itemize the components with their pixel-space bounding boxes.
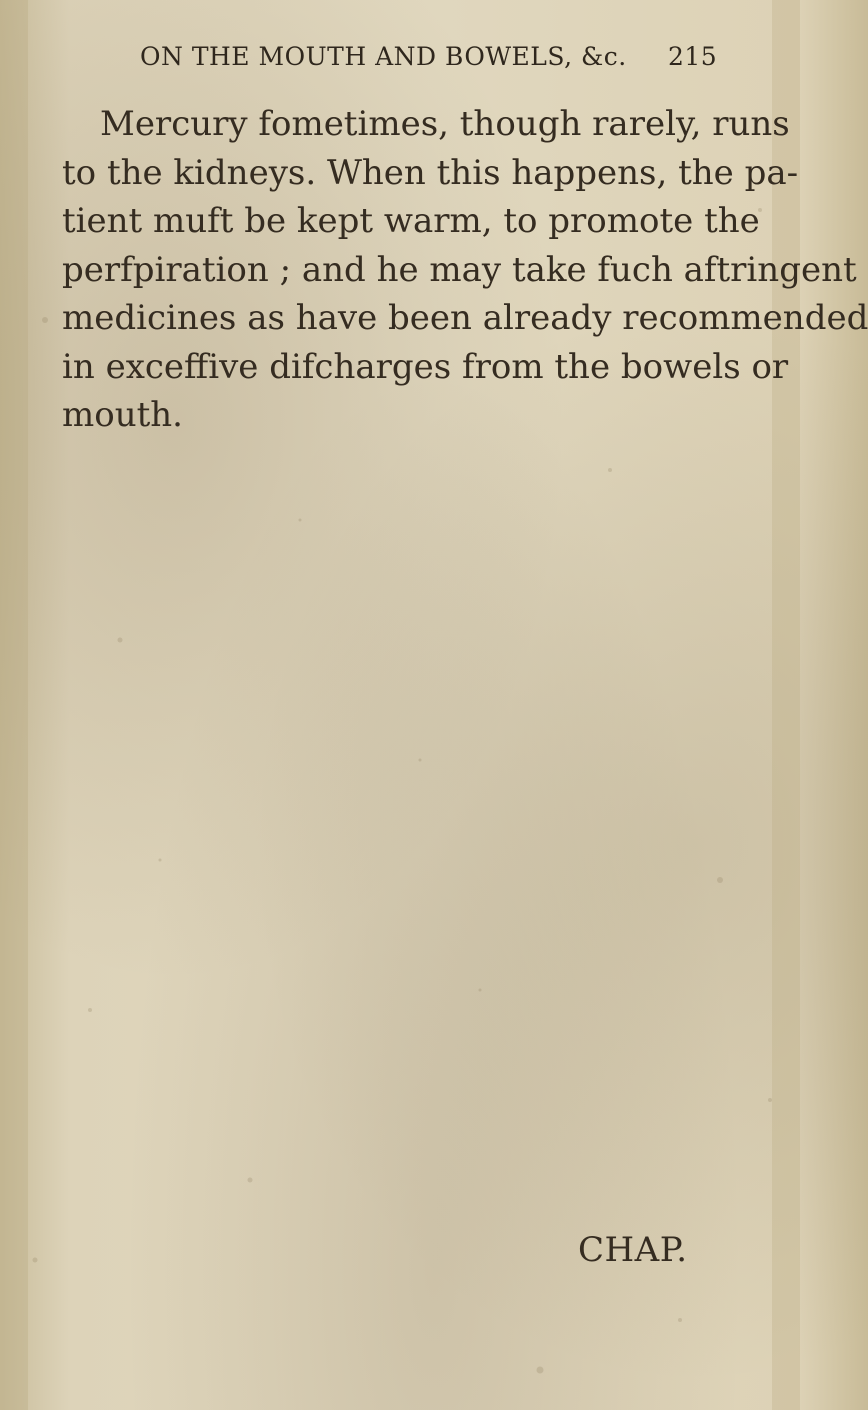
text-line: perfpiration ; and he may take fuch aftringent (62, 249, 857, 290)
running-head (140, 42, 718, 71)
text-line: mouth. (62, 395, 183, 435)
page-number: 215 (668, 42, 718, 71)
text-line: in exceffive difcharges from the bowels or (62, 346, 789, 387)
catchword: CHAP. (578, 1230, 688, 1270)
text-line: tient muft be kept warm, to promote the (62, 201, 760, 241)
body-paragraph (62, 100, 868, 440)
text-line: medicines as have been already recommended (62, 298, 868, 338)
text-line: to the kidneys. When this happens, the pa- (62, 152, 799, 193)
text-line: Mercury fometimes, though rarely, runs (100, 104, 790, 144)
running-title: ON THE MOUTH AND BOWELS, &c. (140, 42, 627, 71)
